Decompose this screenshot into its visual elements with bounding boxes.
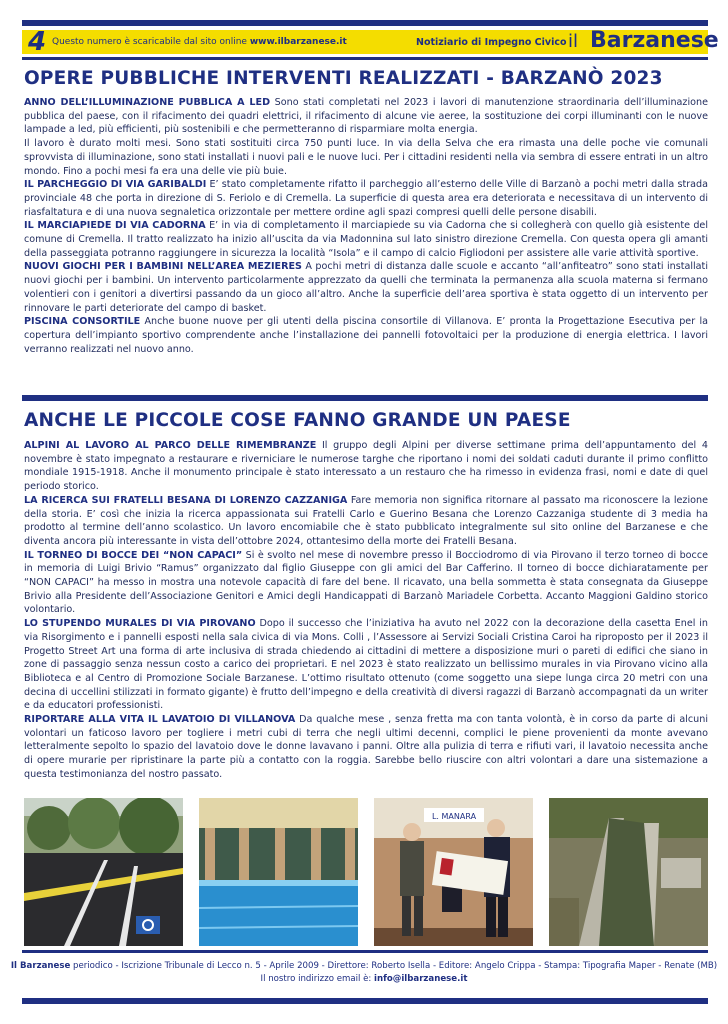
photo-parking — [24, 798, 183, 946]
article-paragraph — [24, 549, 708, 618]
page-header — [22, 27, 719, 57]
colophon-brand: Il Barzanese — [10, 961, 71, 971]
colophon-line2 — [0, 973, 728, 986]
section2-body — [24, 439, 708, 782]
top-rule — [22, 20, 708, 26]
download-note — [52, 37, 347, 47]
photo-swimming-pool — [199, 798, 358, 946]
article-heading: IL PARCHEGGIO DI VIA GARIBALDI — [24, 179, 207, 191]
footer-rule-top — [22, 950, 708, 953]
article-paragraph — [24, 494, 708, 549]
article-paragraph — [24, 137, 708, 178]
bocce-sign-text: L. MANARA — [431, 812, 477, 821]
photo-strip — [24, 798, 708, 946]
page-number: 4 — [28, 27, 47, 57]
email-label: Il nostro indirizzo email è: — [260, 974, 375, 984]
article-heading: IL MARCIAPIEDE DI VIA CADORNA — [24, 220, 206, 232]
article-text: Anche buone nuove per gli utenti della piscina consortile di Villanova. E’ pronta la Progettazione Esecutiva per la copertura dell’impianto sportivo comprendente anche l’installazione dei pannelli fotovoltaici per la produzione di energia elettrica. I lavori verranno realizzati nel nuovo anno. — [24, 316, 708, 355]
article-paragraph — [24, 713, 708, 782]
article-paragraph — [24, 315, 708, 356]
article-heading: LO STUPENDO MURALES DI VIA PIROVANO — [24, 618, 256, 630]
article-heading: NUOVI GIOCHI PER I BAMBINI NELL’AREA MEZIERES — [24, 261, 302, 273]
section1-title: OPERE PUBBLICHE INTERVENTI REALIZZATI - BARZANÒ 2023 — [24, 68, 663, 89]
article-text: Sono stati completati nel 2023 i lavori di manutenzione straordinaria dell’illuminazione pubblica del paese, con il rifacimento dei quadri elettrici, il rifacimento di alcune vie aeree, la sostituzione dei corpi illuminanti con le nuove lampade a led, più efficienti, più sostenibili e che permetteranno di risparmiare molta energia. — [24, 97, 708, 136]
article-text: Si è svolto nel mese di novembre presso il Bocciodromo di via Pirovano il terzo torneo di bocce in memoria di Luigi Brivio “Ramus” organizzato dal figlio Giuseppe con gli amici del Bar Cafferino. Il torneo di bocce dichiaratamente per “NON CAPACI” ha messo in mostra una notevole capacità di fare del bene. Il ricavato, una bella sommetta è stata consegnata da Giuseppe Brivio alla Presidente dell’Associazione Genitori e Amici degli Handicappati di Barzanò Mariadele Corbetta. Accanto Maggioni Galdino storico volontario. — [24, 549, 708, 616]
article-paragraph — [24, 260, 708, 315]
article-heading: ANNO DELL’ILLUMINAZIONE PUBBLICA A LED — [24, 97, 271, 108]
colophon — [0, 960, 728, 986]
site-link[interactable]: www.ilbarzanese.it — [249, 37, 347, 47]
section2-title: ANCHE LE PICCOLE COSE FANNO GRANDE UN PAESE — [24, 410, 571, 431]
article-text: Fare memoria non significa ritornare al passato ma riconoscere la lezione della storia. E’ così che inizia la ricerca appassionata sui Fratelli Carlo e Guerino Besana che Lorenzo Cazzaniga studente di 3 media ha prodotto al termine dell’anno scolastico. Un lavoro encomiabile che è stato pubblicato integralmente sul sito online del Barzanese e che diventa ancora più interessante in vista dell’ottobre 2024, ottantesimo della morte dei Fratelli Besana. — [24, 494, 708, 547]
footer-rule-bottom — [22, 998, 708, 1004]
article-text: E’ stato completamente rifatto il parcheggio all’esterno delle Ville di Barzanò a pochi metri dalla strada provinciale 48 che porta in direzione di S. Feriolo e di Cremella. La superficie di questa area era deteriorata e necessitava di un intervento di riasfaltatura e di una nuova segnaletica orizzontale per mettere ordine agli spazi compresi quelli delle persone disabili. — [24, 179, 708, 218]
article-paragraph — [24, 96, 708, 137]
article-text: Dopo il successo che l’iniziativa ha avuto nel 2022 con la decorazione della casetta Enel in via Risorgimento e i pannelli esposti nella sala civica di via Mons. Colli , l’Assessore ai Servizi Sociali Cristina Caroi ha riproposto per il 2023 il Progetto Street Art una forma di arte inclusiva di strada chiedendo ai cittadini di mettere a disposizione muri o pareti di edifici che siano in zone di passaggio senza nessun costo a carico dei proprietari. E nel 2023 è stato realizzato un bellissimo murales in via Pirovano vicino alla Biblioteca e al Centro di Promozione Sociale Barzanese. L’ottimo risultato ottenuto (come soggetto una siepe lunga circa 20 metri con una decina di uccellini stilizzati in formato gigante) è frutto dell’impegno e della creatività di diversi ragazzi di Barzanò accompagnati da un writer e da educatori professionisti. — [24, 618, 708, 712]
article-text: A pochi metri di distanza dalle scuole e accanto “all’anfiteatro” sono stati installati nuovi giochi per i bambini. Un intervento particolarmente apprezzato da quelli che terminata la permanenza alla scuola materna si fermano volentieri con i genitori a divertirsi passando da un gioco all’altro. Anche la superficie dell’area sportiva è stata oggetto di un intervento per rinnovare le parti deteriorate del campo di basket. — [24, 261, 708, 314]
article-paragraph — [24, 219, 708, 260]
section-divider — [22, 395, 708, 401]
section1-body — [24, 96, 708, 356]
article-paragraph — [24, 617, 708, 713]
colophon-line1 — [0, 960, 728, 973]
article-paragraph — [24, 178, 708, 219]
article-heading: PISCINA CONSORTILE — [24, 316, 141, 328]
header-rule — [22, 57, 708, 60]
email-link[interactable]: info@ilbarzanese.it — [374, 974, 468, 984]
article-text: Il lavoro è durato molti mesi. Sono stati sostituiti circa 750 punti luce. In via della Selva che era rimasta una delle poche vie comunali sprovvista di illuminazione, sono stati installati i nuovi pali e le nuove luci. Per i cittadini residenti nella via sembra di essere entrati in un altro mondo. Fino a pochi mesi fa era una delle vie più buie. — [24, 138, 708, 177]
article-heading: LA RICERCA SUI FRATELLI BESANA DI LORENZO CAZZANIGA — [24, 494, 348, 506]
article-text: E’ in via di completamento il marciapiede su via Cadorna che si collegherà con quello già esistente del comune di Cremella. Il tratto realizzato ha inizio all’uscita da via Madonnina sul lato sinistro direzione Cremella. Con questa opera gli amanti della passeggiata potranno raggiungere in sicurezza la località “Isola” e il campo di calcio Figliodoni per assistere alle varie attività sportive. — [24, 220, 708, 259]
article-heading: IL TORNEO DI BOCCE DEI “NON CAPACI” — [24, 549, 243, 561]
article-text: Da qualche mese , senza fretta ma con tanta volontà, è in corso da parte di alcuni volontari un faticoso lavoro per togliere i metri cubi di terra che negli ultimi decenni, complici le piene provenienti da monte avevano letteralmente sepolto lo spazio del lavatoio dove le donne lavavano i panni. Oltre alla pulizia di terra e rifiuti vari, il lavatoio necessita anche di opere murarie per ripristinare la parte più a contatto con la roggia. Sarebbe bello riuscire con altri volontari a dare una sistemazione a questa testimonianza del nostro passato. — [24, 714, 708, 780]
logo-il: il — [568, 31, 579, 52]
newsletter-subtitle: Notiziario di Impegno Civico — [416, 37, 567, 48]
photo-bocce-donation — [374, 798, 533, 946]
download-note-text: Questo numero è scaricabile dal sito online — [52, 37, 250, 47]
article-text: Il gruppo degli Alpini per diverse settimane prima dell’appuntamento del 4 novembre è stato impegnato a restaurare e riverniciare le numerose targhe che riportano i nomi dei soldati caduti durante il primo conflitto mondiale 1915-1918. Anche il monumento principale è stato interessato a un restauro che ha rimesso in evidenza frasi, nomi e date di quel periodo storico. — [24, 440, 708, 493]
article-heading: ALPINI AL LAVORO AL PARCO DELLE RIMEMBRANZE — [24, 440, 317, 451]
logo-name: Barzanese — [590, 28, 719, 53]
article-paragraph — [24, 439, 708, 494]
article-heading: RIPORTARE ALLA VITA IL LAVATOIO DI VILLANOVA — [24, 714, 296, 726]
photo-lavatoio — [549, 798, 708, 946]
colophon-details: periodico - Iscrizione Tribunale di Lecco n. 5 - Aprile 2009 - Direttore: Roberto Isella - Editore: Angelo Crippa - Stampa: Tipografia Maper - Renate (MB) — [70, 961, 718, 971]
